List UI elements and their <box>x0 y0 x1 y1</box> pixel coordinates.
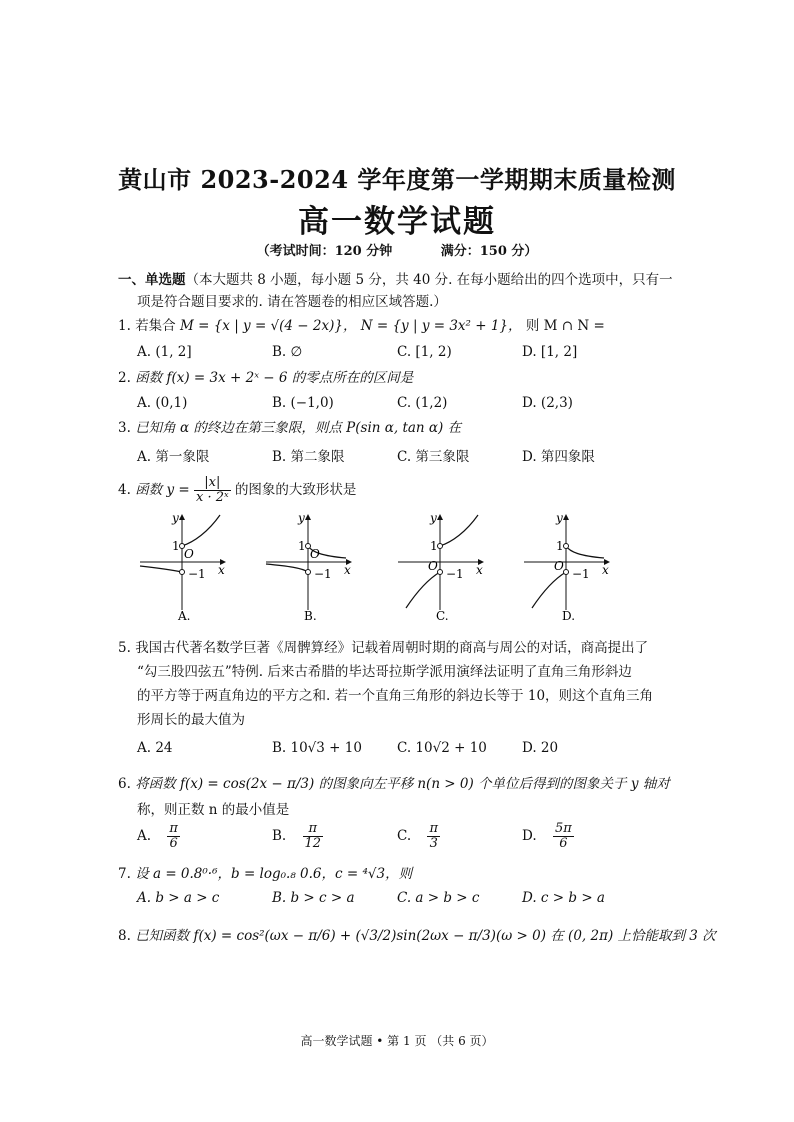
q4-c-tick-pos: 1 <box>430 539 438 553</box>
q6-option-a-label: A. <box>137 828 152 844</box>
section-line-1 <box>118 270 673 290</box>
q4-b-origin: O <box>310 547 320 561</box>
exam-meta <box>0 240 794 259</box>
q1-option-a: A. (1, 2] <box>137 344 192 360</box>
q6-option-d-frac <box>553 822 574 851</box>
q4-suffix: 的图象的大致形状是 <box>234 482 357 498</box>
q6-option-b-label: B. <box>272 828 287 844</box>
q6-option-d <box>522 822 574 851</box>
q6-text-1: 将函数 f(x) = cos(2x − π/3) 的图象向左平移 n(n > 0) 个单位后得到的图象关于 y 轴对 <box>135 776 670 792</box>
q5-num: 5. <box>118 640 131 656</box>
exam-score: 满分：150 分） <box>440 244 538 259</box>
q4-numerator: |x| <box>194 476 231 491</box>
q2-option-b: B. (−1,0) <box>272 395 334 411</box>
q4-d-label: D. <box>562 609 576 623</box>
q7-option-a: A. b > a > c <box>137 890 220 906</box>
q8-line <box>118 926 716 946</box>
q3-option-a: A. 第一象限 <box>137 449 210 465</box>
q6-option-a <box>137 822 180 851</box>
q4-graph-b <box>266 511 351 623</box>
q1-set-n: N = {y | y = 3x² + 1}， <box>360 318 522 334</box>
q4-b-axis-y: y <box>298 511 305 525</box>
q5-line-3: 的平方等于两直角边的平方之和. 若一个直角三角形的斜边长等于 10，则这个直角三角 <box>137 688 654 704</box>
q8-text: 已知函数 f(x) = cos²(ωx − π/6) + (√3/2)sin(2ωx − π/3)(ω > 0) 在 (0, 2π) 上恰能取到 3 次 <box>135 928 716 944</box>
q5-line-1 <box>118 638 648 658</box>
q4-d-tick-neg: −1 <box>572 567 590 581</box>
q4-c-axis-x: x <box>476 563 483 577</box>
q7-option-d: D. c > b > a <box>522 890 605 906</box>
q7-option-c: C. a > b > c <box>397 890 480 906</box>
section-heading: 一、单选题 <box>118 272 186 288</box>
q8-num: 8. <box>118 928 131 944</box>
q6-c-num: π <box>429 821 438 836</box>
q5-option-c: C. 10√2 + 10 <box>397 740 487 756</box>
q2-line <box>118 368 413 388</box>
q6-num: 6. <box>118 776 131 792</box>
q5-option-b: B. 10√3 + 10 <box>272 740 362 756</box>
q6-b-den: 12 <box>304 836 322 851</box>
q6-a-den: 6 <box>169 836 178 851</box>
q3-text: 已知角 α 的终边在第三象限，则点 P(sin α, tan α) 在 <box>135 420 462 436</box>
page-footer: 高一数学试题 • 第 1 页 （共 6 页） <box>300 1034 494 1048</box>
q4-prefix: 函数 y = <box>135 482 190 498</box>
q4-b-axis-x: x <box>344 563 351 577</box>
q5-line-2: “勾三股四弦五”特例. 后来古希腊的毕达哥拉斯学派用演绎法证明了直角三角形斜边 <box>137 664 632 680</box>
q4-d-axis-x: x <box>602 563 609 577</box>
q2-option-d: D. (2,3) <box>522 395 573 411</box>
q5-option-a: A. 24 <box>137 740 173 756</box>
q1-num: 1. <box>118 318 131 334</box>
q4-a-tick-neg: −1 <box>188 567 206 581</box>
q4-line <box>118 476 356 505</box>
q6-option-c-label: C. <box>397 828 412 844</box>
q6-line-1 <box>118 774 670 794</box>
exam-time: （考试时间：120 分钟 <box>256 244 393 259</box>
exam-subtitle: 高一数学试题 <box>298 204 496 240</box>
q1-set-m: M = {x | y = √(4 − 2x)}， <box>179 318 357 334</box>
q4-c-origin: O <box>428 559 438 573</box>
q6-line-2: 称，则正数 n 的最小值是 <box>137 802 290 818</box>
q4-graph-a <box>140 511 225 623</box>
q6-option-c-frac <box>427 822 440 851</box>
q4-graph-d <box>524 511 609 623</box>
section-desc-2: 项是符合题目要求的. 请在答题卷的相应区域答题.） <box>137 294 447 310</box>
q2-option-c: C. (1,2) <box>397 395 448 411</box>
q3-option-d: D. 第四象限 <box>522 449 595 465</box>
q4-b-tick-pos: 1 <box>298 539 306 553</box>
q4-a-origin: O <box>184 547 194 561</box>
q7-line <box>118 864 412 884</box>
q4-num: 4. <box>118 482 131 498</box>
q6-option-b <box>272 822 323 851</box>
q3-num: 3. <box>118 420 131 436</box>
q3-line <box>118 418 461 438</box>
q4-c-label: C. <box>436 609 449 623</box>
q2-text: 函数 f(x) = 3x + 2ˣ − 6 的零点所在的区间是 <box>135 370 414 386</box>
q6-a-num: π <box>169 821 178 836</box>
q1-ask: 则 M ∩ N = <box>525 318 605 334</box>
q7-option-b: B. b > c > a <box>272 890 355 906</box>
q4-a-axis-y: y <box>172 511 179 525</box>
q4-a-axis-x: x <box>218 563 225 577</box>
q5-text-1: 我国古代著名数学巨著《周髀算经》记载着周朝时期的商高与周公的对话，商高提出了 <box>135 640 649 656</box>
q2-num: 2. <box>118 370 131 386</box>
q4-c-tick-neg: −1 <box>446 567 464 581</box>
q3-option-b: B. 第二象限 <box>272 449 345 465</box>
q6-b-num: π <box>303 822 324 837</box>
q6-d-num: 5π <box>554 821 572 836</box>
q4-a-tick-pos: 1 <box>172 539 180 553</box>
q5-line-4: 形周长的最大值为 <box>137 712 245 728</box>
q4-graph-c <box>398 511 483 623</box>
q4-d-tick-pos: 1 <box>556 539 564 553</box>
q6-c-den: 3 <box>429 836 438 851</box>
q4-b-tick-neg: −1 <box>314 567 332 581</box>
q4-c-axis-y: y <box>430 511 437 525</box>
q3-option-c: C. 第三象限 <box>397 449 470 465</box>
q4-b-label: B. <box>304 609 317 623</box>
q1-prefix: 若集合 <box>135 318 176 334</box>
q4-a-label: A. <box>178 609 191 623</box>
exam-title: 黄山市 2023-2024 学年度第一学期期末质量检测 <box>118 165 676 194</box>
q7-num: 7. <box>118 866 131 882</box>
q1-option-c: C. [1, 2) <box>397 344 452 360</box>
q4-fraction <box>194 476 231 505</box>
section-desc-1: （本大题共 8 小题，每小题 5 分，共 40 分. 在每小题给出的四个选项中，只有一 <box>185 272 673 288</box>
q6-option-d-label: D. <box>522 828 537 844</box>
q6-option-c <box>397 822 440 851</box>
q4-d-axis-y: y <box>556 511 563 525</box>
q1-line <box>118 316 605 336</box>
q6-option-b-frac <box>303 822 324 851</box>
q6-option-a-frac <box>167 822 180 851</box>
q1-option-d: D. [1, 2] <box>522 344 578 360</box>
q4-d-origin: O <box>554 559 564 573</box>
q4-graphs <box>130 510 620 630</box>
q5-option-d: D. 20 <box>522 740 559 756</box>
q6-d-den: 6 <box>559 836 568 851</box>
q1-option-b: B. ∅ <box>272 344 303 360</box>
q4-denominator: x · 2ˣ <box>196 490 229 505</box>
q2-option-a: A. (0,1) <box>137 395 188 411</box>
q7-text: 设 a = 0.8⁰·⁶，b = log₀.₈ 0.6，c = ⁴√3，则 <box>135 866 413 882</box>
